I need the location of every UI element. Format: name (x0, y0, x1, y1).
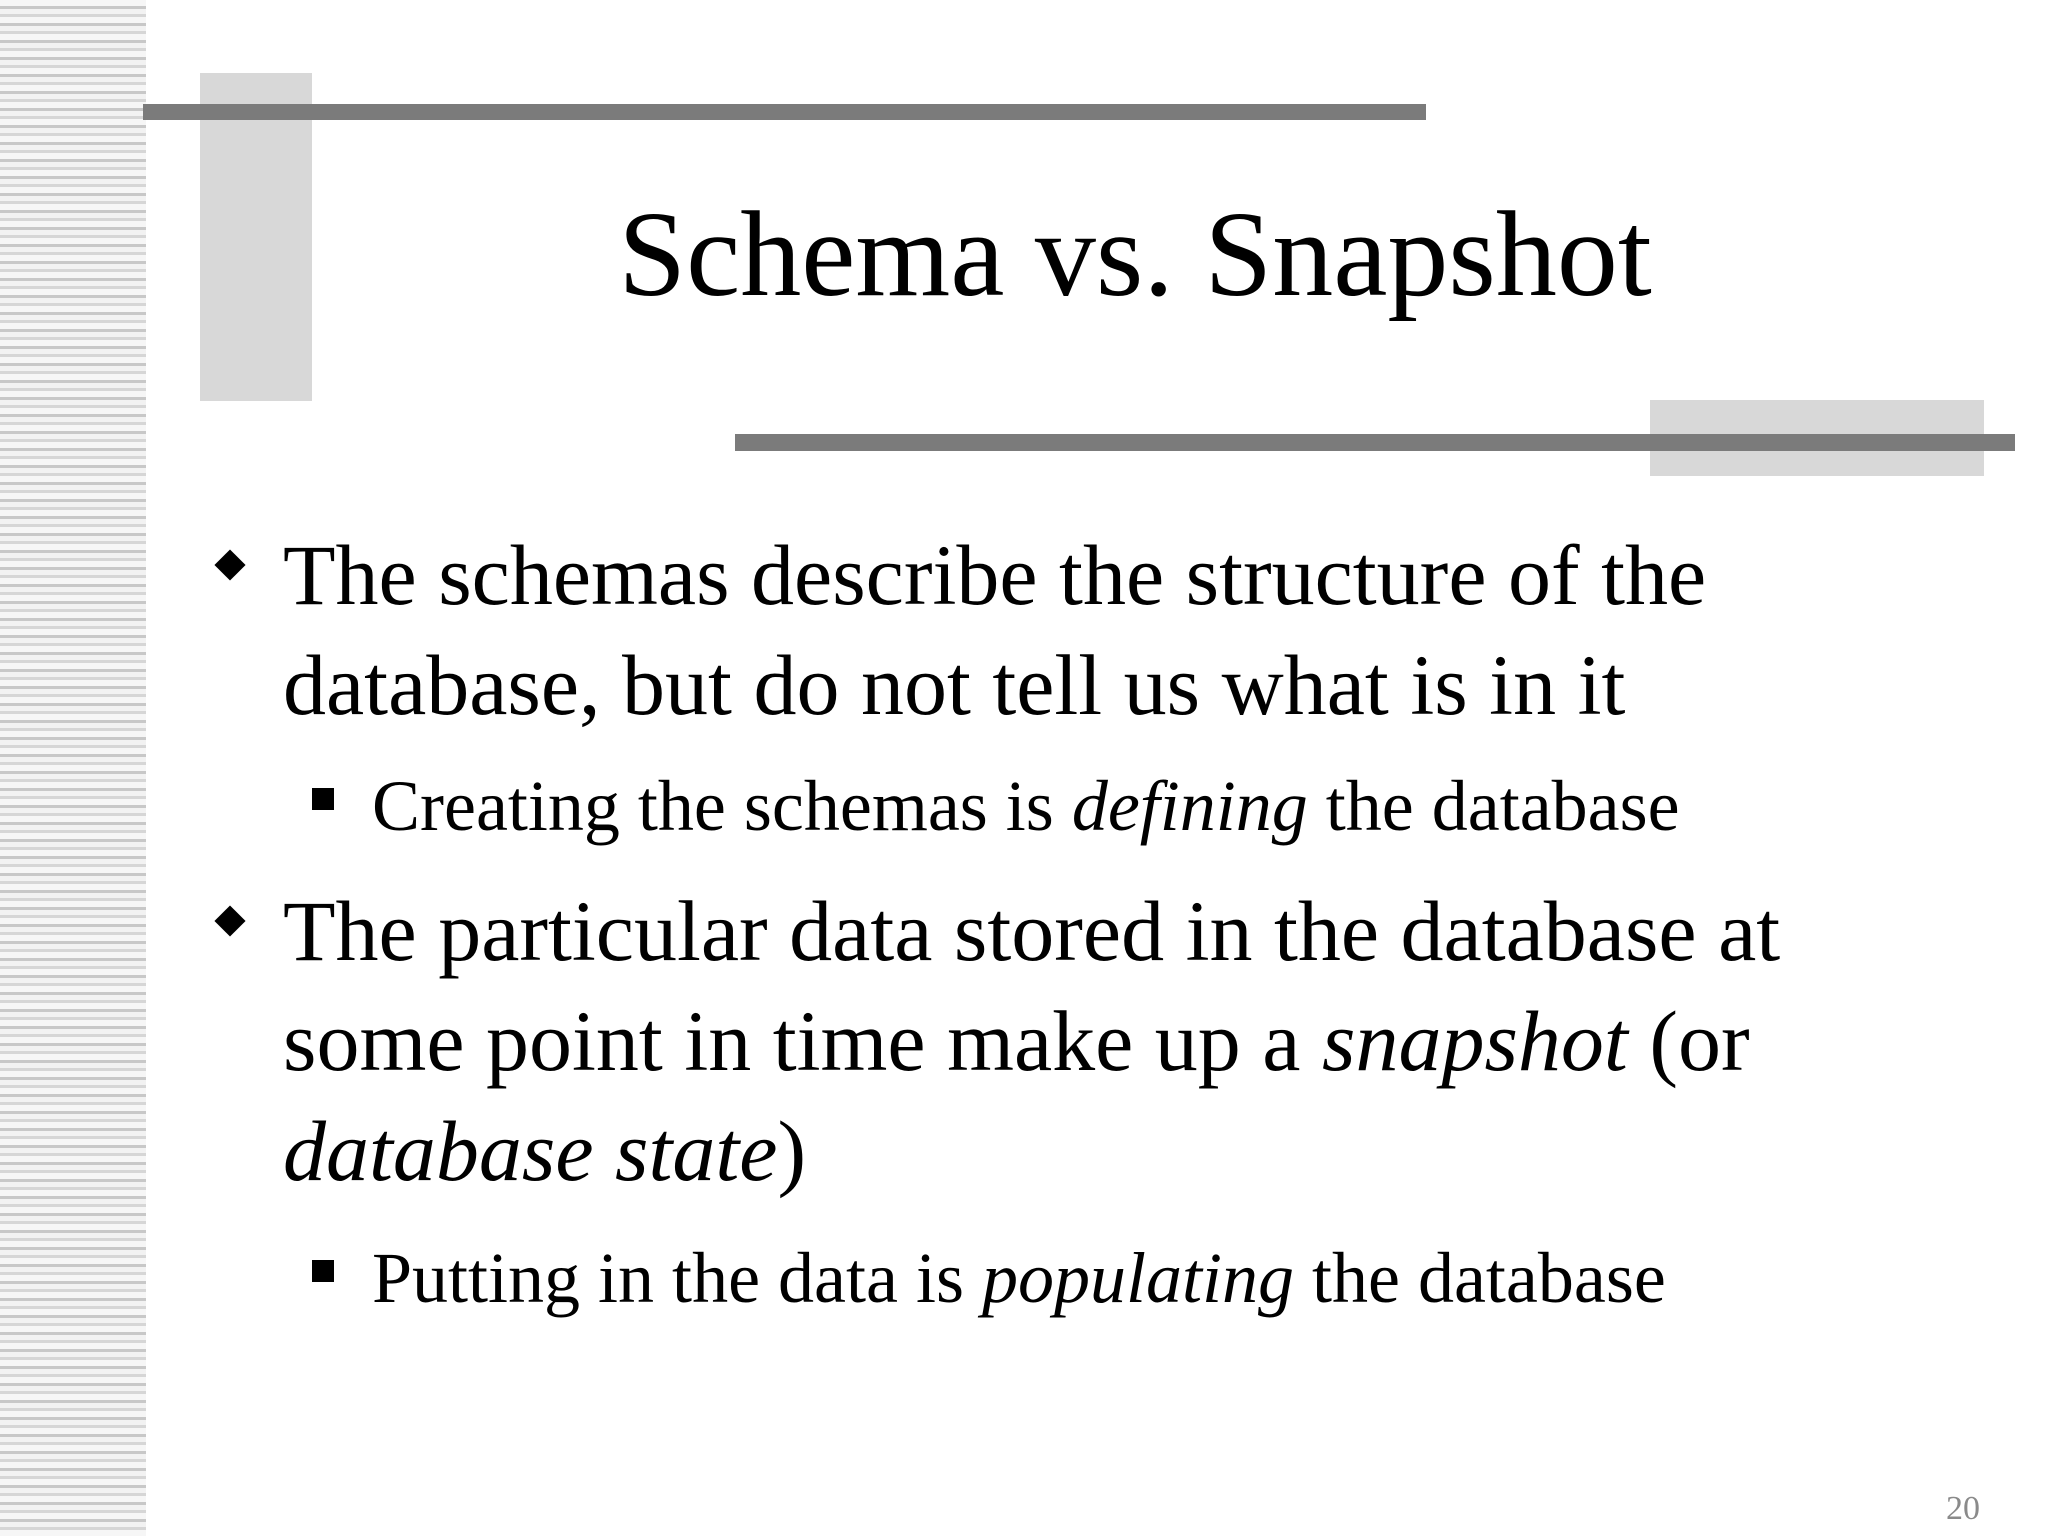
bullet-item-2-after: ) (777, 1103, 807, 1199)
bullet-item-2-before: The particular data stored in the database at some point in time make up a (283, 883, 1781, 1089)
sub-bullet-item-1 (372, 764, 1972, 848)
left-stripe-decoration (0, 0, 146, 1536)
sub-bullet-2-before: Putting in the data is (372, 1238, 982, 1318)
top-dark-bar-decoration (143, 104, 1426, 120)
sub-bullet-2-emphasis: populating (981, 1238, 1294, 1318)
diamond-bullet-icon (214, 549, 245, 580)
bullet-item-1 (283, 520, 1923, 740)
mid-dark-bar-decoration (735, 434, 2015, 451)
slide-title: Schema vs. Snapshot (618, 187, 1652, 322)
sub-bullet-1-before: Creating the schemas is (372, 766, 1072, 846)
square-bullet-icon (312, 788, 334, 810)
bullet-item-1-text: The schemas describe the structure of the database, but do not tell us what is in it (283, 527, 1707, 733)
diamond-bullet-icon (214, 905, 245, 936)
bullet-item-2-middle: (or (1627, 993, 1750, 1089)
bullet-item-2-emphasis-state: database state (283, 1103, 778, 1199)
sub-bullet-2-after: the database (1293, 1238, 1666, 1318)
sub-bullet-1-emphasis: defining (1071, 766, 1308, 846)
bullet-item-2-emphasis-snapshot: snapshot (1321, 993, 1628, 1089)
top-light-bar-decoration (200, 73, 312, 401)
sub-bullet-1-after: the database (1307, 766, 1680, 846)
page-number: 20 (1946, 1490, 1980, 1527)
bullet-item-2 (283, 876, 1923, 1206)
sub-bullet-item-2 (372, 1236, 1972, 1320)
square-bullet-icon (312, 1260, 334, 1282)
